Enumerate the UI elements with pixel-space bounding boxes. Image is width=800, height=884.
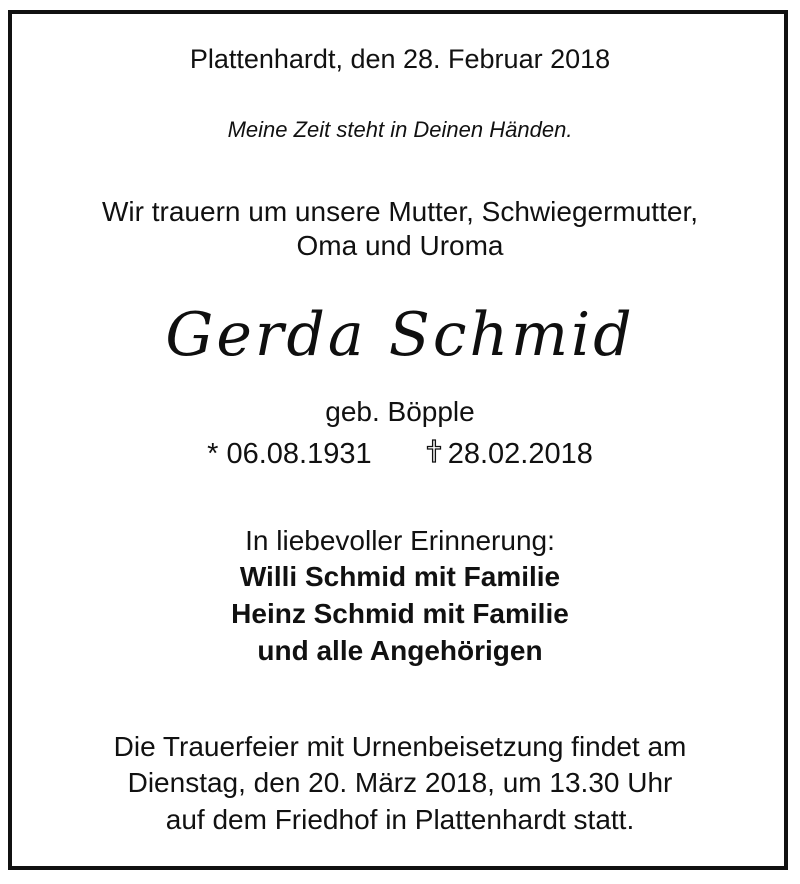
life-dates bbox=[0, 438, 800, 471]
family-line-3: und alle Angehörigen bbox=[257, 635, 543, 666]
mourning-line-2: Oma und Uroma bbox=[296, 230, 504, 261]
birth-name: geb. Böpple bbox=[325, 396, 475, 427]
death-date: 28.02.2018 bbox=[447, 438, 593, 470]
service-line-3: auf dem Friedhof in Plattenhardt statt. bbox=[165, 804, 635, 835]
mourning-line-1: Wir trauern um unsere Mutter, Schwiegermutter, bbox=[102, 196, 698, 227]
cross-icon bbox=[426, 438, 442, 471]
memory-intro: In liebevoller Erinnerung: bbox=[245, 525, 555, 556]
place-date: Plattenhardt, den 28. Februar 2018 bbox=[189, 44, 611, 74]
service-line-2: Dienstag, den 20. März 2018, um 13.30 Uhr bbox=[127, 767, 673, 798]
service-line-1: Die Trauerfeier mit Urnenbeisetzung findet am bbox=[113, 731, 687, 762]
birth-date: * 06.08.1931 bbox=[207, 438, 372, 470]
death-date-group bbox=[426, 438, 593, 471]
deceased-name: Gerda Schmid bbox=[165, 300, 635, 370]
family-line-2: Heinz Schmid mit Familie bbox=[231, 598, 569, 629]
motto: Meine Zeit steht in Deinen Händen. bbox=[227, 117, 573, 142]
family-line-1: Willi Schmid mit Familie bbox=[239, 561, 561, 592]
